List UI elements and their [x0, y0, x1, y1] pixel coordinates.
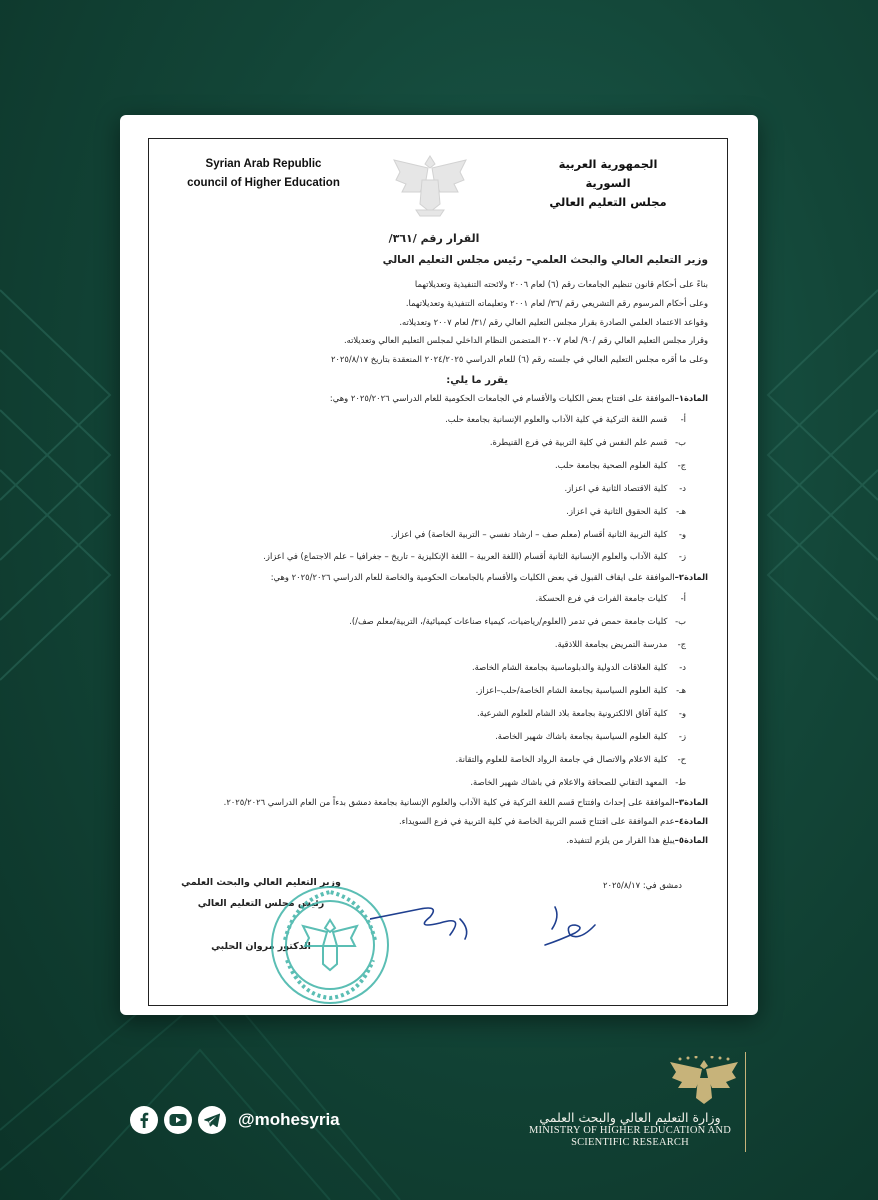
item-text: كلية العلوم السياسية بجامعة الشام الخاصة/حلب–اعزاز. — [475, 684, 668, 695]
decision-body — [160, 232, 708, 850]
signature-name: الدكتور مروان الحلبي — [211, 941, 311, 952]
list-item — [160, 408, 708, 431]
item-letter: ب- — [675, 436, 686, 447]
item-text: قسم اللغة التركية في كلية الآداب والعلوم الإنسانية بجامعة حلب. — [445, 413, 668, 424]
list-item — [160, 771, 708, 794]
handwritten-signatures — [370, 895, 610, 955]
social-handle[interactable]: @mohesyria — [238, 1110, 340, 1129]
item-text: كلية آفاق الالكترونية بجامعة بلاد الشام للعلوم الشرعية. — [476, 707, 668, 718]
article-label: المادة٤– — [674, 816, 708, 827]
item-letter: ط- — [675, 776, 686, 787]
item-letter: د- — [679, 482, 686, 493]
youtube-icon[interactable] — [164, 1106, 192, 1134]
item-letter: هـ- — [676, 505, 686, 516]
list-item — [160, 702, 708, 725]
list-item — [160, 656, 708, 679]
social-links — [130, 1106, 340, 1134]
item-text: كلية الاقتصاد الثانية في اعزاز. — [564, 482, 668, 493]
article-2 — [160, 568, 708, 587]
header-arabic — [538, 155, 678, 212]
header-en-line1: Syrian Arab Republic — [205, 158, 322, 170]
list-item — [160, 500, 708, 523]
item-letter: ز- — [678, 551, 686, 562]
item-letter: ز- — [678, 730, 686, 741]
item-letter: ح- — [677, 753, 686, 764]
article-text: عدم الموافقة على افتتاح قسم التربية الخاصة في كلية التربية في فرع السويداء. — [399, 816, 675, 827]
header-en-line2: council of Higher Education — [187, 177, 340, 189]
item-text: كلية الحقوق الثانية في اعزاز. — [566, 505, 668, 516]
item-text: كليات جامعة حمص في تدمر (العلوم/رياضيات، كيمياء صناعات كيميائية/، التربية/معلم صف/). — [349, 616, 668, 627]
item-text: المعهد التقاني للصحافة والاعلام في باشاك شهير الخاصة. — [470, 776, 668, 787]
facebook-icon[interactable] — [130, 1106, 158, 1134]
basis-line: وقواعد الاعتماد العلمي الصادرة بقرار مجلس التعليم العالي رقم /٣١/ لعام ٢٠٠٧ وتعديلاته. — [399, 316, 708, 327]
list-item — [160, 477, 708, 500]
article-5 — [160, 831, 708, 850]
ministry-name-english-1: MINISTRY OF HIGHER EDUCATION AND — [528, 1125, 731, 1136]
article-label: المادة٥– — [674, 835, 708, 846]
item-letter: ج- — [677, 639, 686, 650]
item-text: كلية العلوم الصحية بجامعة حلب. — [554, 459, 668, 470]
item-text: قسم علم النفس في كلية التربية في فرع القنيطرة. — [489, 436, 668, 447]
basis-line: وعلى أحكام المرسوم رقم التشريعي رقم /٣٦/ لعام ٢٠٠١ وتعليماته التنفيذية وتعديلاتهما. — [405, 297, 708, 308]
decision-date: دمشق في: ٢٠٢٥/٨/١٧ — [603, 880, 682, 890]
item-text: كلية العلوم السياسية بجامعة باشاك شهير الخاصة. — [495, 730, 668, 741]
article-text: الموافقة على افتتاح بعض الكليات والأقسام في الجامعات الحكومية للعام الدراسي ٢٠٢٥/٢٠٢٦ وهي: — [329, 392, 675, 403]
minister-title: وزير التعليم العالي والبحث العلمي– رئيس مجلس التعليم العالي — [382, 254, 708, 266]
item-text: مدرسة التمريض بجامعة اللاذقية. — [554, 639, 668, 650]
list-item — [160, 679, 708, 702]
item-text: كليات جامعة الفرات في فرع الحسكة. — [535, 593, 668, 604]
list-item — [160, 431, 708, 454]
list-item — [160, 748, 708, 771]
header-english — [176, 155, 351, 193]
basis-line: وعلى ما أقره مجلس التعليم العالي في جلسته رقم (٦) للعام الدراسي ٢٠٢٤/٢٠٢٥ المنعقدة بتاريخ ٢٠٢٥/٨/١٧ — [330, 354, 708, 365]
article-text: يبلغ هذا القرار من يلزم لتنفيذه. — [566, 835, 675, 846]
header-ar-line1: الجمهورية العربية السورية — [558, 157, 658, 190]
list-item — [160, 587, 708, 610]
telegram-icon[interactable] — [198, 1106, 226, 1134]
article-label: المادة٣– — [674, 797, 708, 808]
item-letter: و- — [678, 528, 686, 539]
article-text: الموافقة على إحداث وافتتاح قسم اللغة التركية في كلية الآداب والعلوم الإنسانية بجامعة دمشق بدءاً من العام الدراسي ٢٠٢٥/٢٠٢٦. — [223, 797, 675, 808]
item-text: كلية التربية الثانية أقسام (معلم صف – ارشاد نفسي – التربية الخاصة) في اعزاز. — [390, 528, 668, 539]
item-letter: د- — [679, 662, 686, 673]
list-item — [160, 454, 708, 477]
item-text: كلية العلاقات الدولية والدبلوماسية بجامعة الشام الخاصة. — [472, 662, 668, 673]
eagle-emblem-watermark — [392, 150, 468, 220]
article-label: المادة٢– — [674, 572, 708, 583]
item-text: كلية الاعلام والاتصال في جامعة الرواد الخاصة للعلوم والتقانة. — [455, 753, 668, 764]
basis-line: وقرار مجلس التعليم العالي رقم /٩٠/ لعام ٢٠٠٧ المتضمن النظام الداخلي لمجلس التعليم العالي وتعديلاته. — [343, 335, 708, 346]
article-4 — [160, 812, 708, 831]
ministry-eagle-logo — [666, 1056, 742, 1108]
ministry-branding — [520, 1108, 740, 1149]
item-letter: هـ- — [676, 684, 686, 695]
list-item — [160, 523, 708, 546]
article-1 — [160, 388, 708, 408]
list-item — [160, 545, 708, 568]
item-letter: ب- — [675, 616, 686, 627]
item-letter: ج- — [677, 459, 686, 470]
header-ar-line2: مجلس التعليم العالي — [549, 195, 667, 209]
signature-title: وزير التعليم العالي والبحث العلمي — [181, 877, 341, 888]
decides-heading: يقرر ما يلي: — [446, 374, 508, 386]
signature-role: رئيس مجلس التعليم العالي — [197, 898, 325, 909]
item-letter: أ- — [680, 593, 686, 604]
decision-number: القرار رقم /٣٦١/ — [388, 232, 480, 245]
list-item — [160, 633, 708, 656]
article-3 — [160, 793, 708, 812]
list-item — [160, 725, 708, 748]
ministry-name-english-2: SCIENTIFIC RESEARCH — [571, 1137, 689, 1148]
brand-divider — [745, 1052, 746, 1152]
basis-line: بناءً على أحكام قانون تنظيم الجامعات رقم (٦) لعام ٢٠٠٦ ولائحته التنفيذية وتعديلاتهما — [414, 279, 708, 289]
item-text: كلية الآداب والعلوم الإنسانية الثانية أقسام (اللغة العربية – اللغة الإنكليزية – تاريخ – جغرافيا – علم الاجتماع) في اعزاز. — [263, 551, 668, 562]
item-letter: و- — [678, 707, 686, 718]
item-letter: أ- — [680, 413, 686, 424]
article-text: الموافقة على ايقاف القبول في بعض الكليات والأقسام بالجامعات الحكومية والخاصة للعام الدراسي ٢٠٢٥/٢٠٢٦ وهي: — [270, 572, 675, 583]
list-item — [160, 610, 708, 633]
article-label: المادة١– — [674, 392, 708, 403]
ministry-name-arabic: وزارة التعليم العالي والبحث العلمي — [539, 1110, 721, 1125]
